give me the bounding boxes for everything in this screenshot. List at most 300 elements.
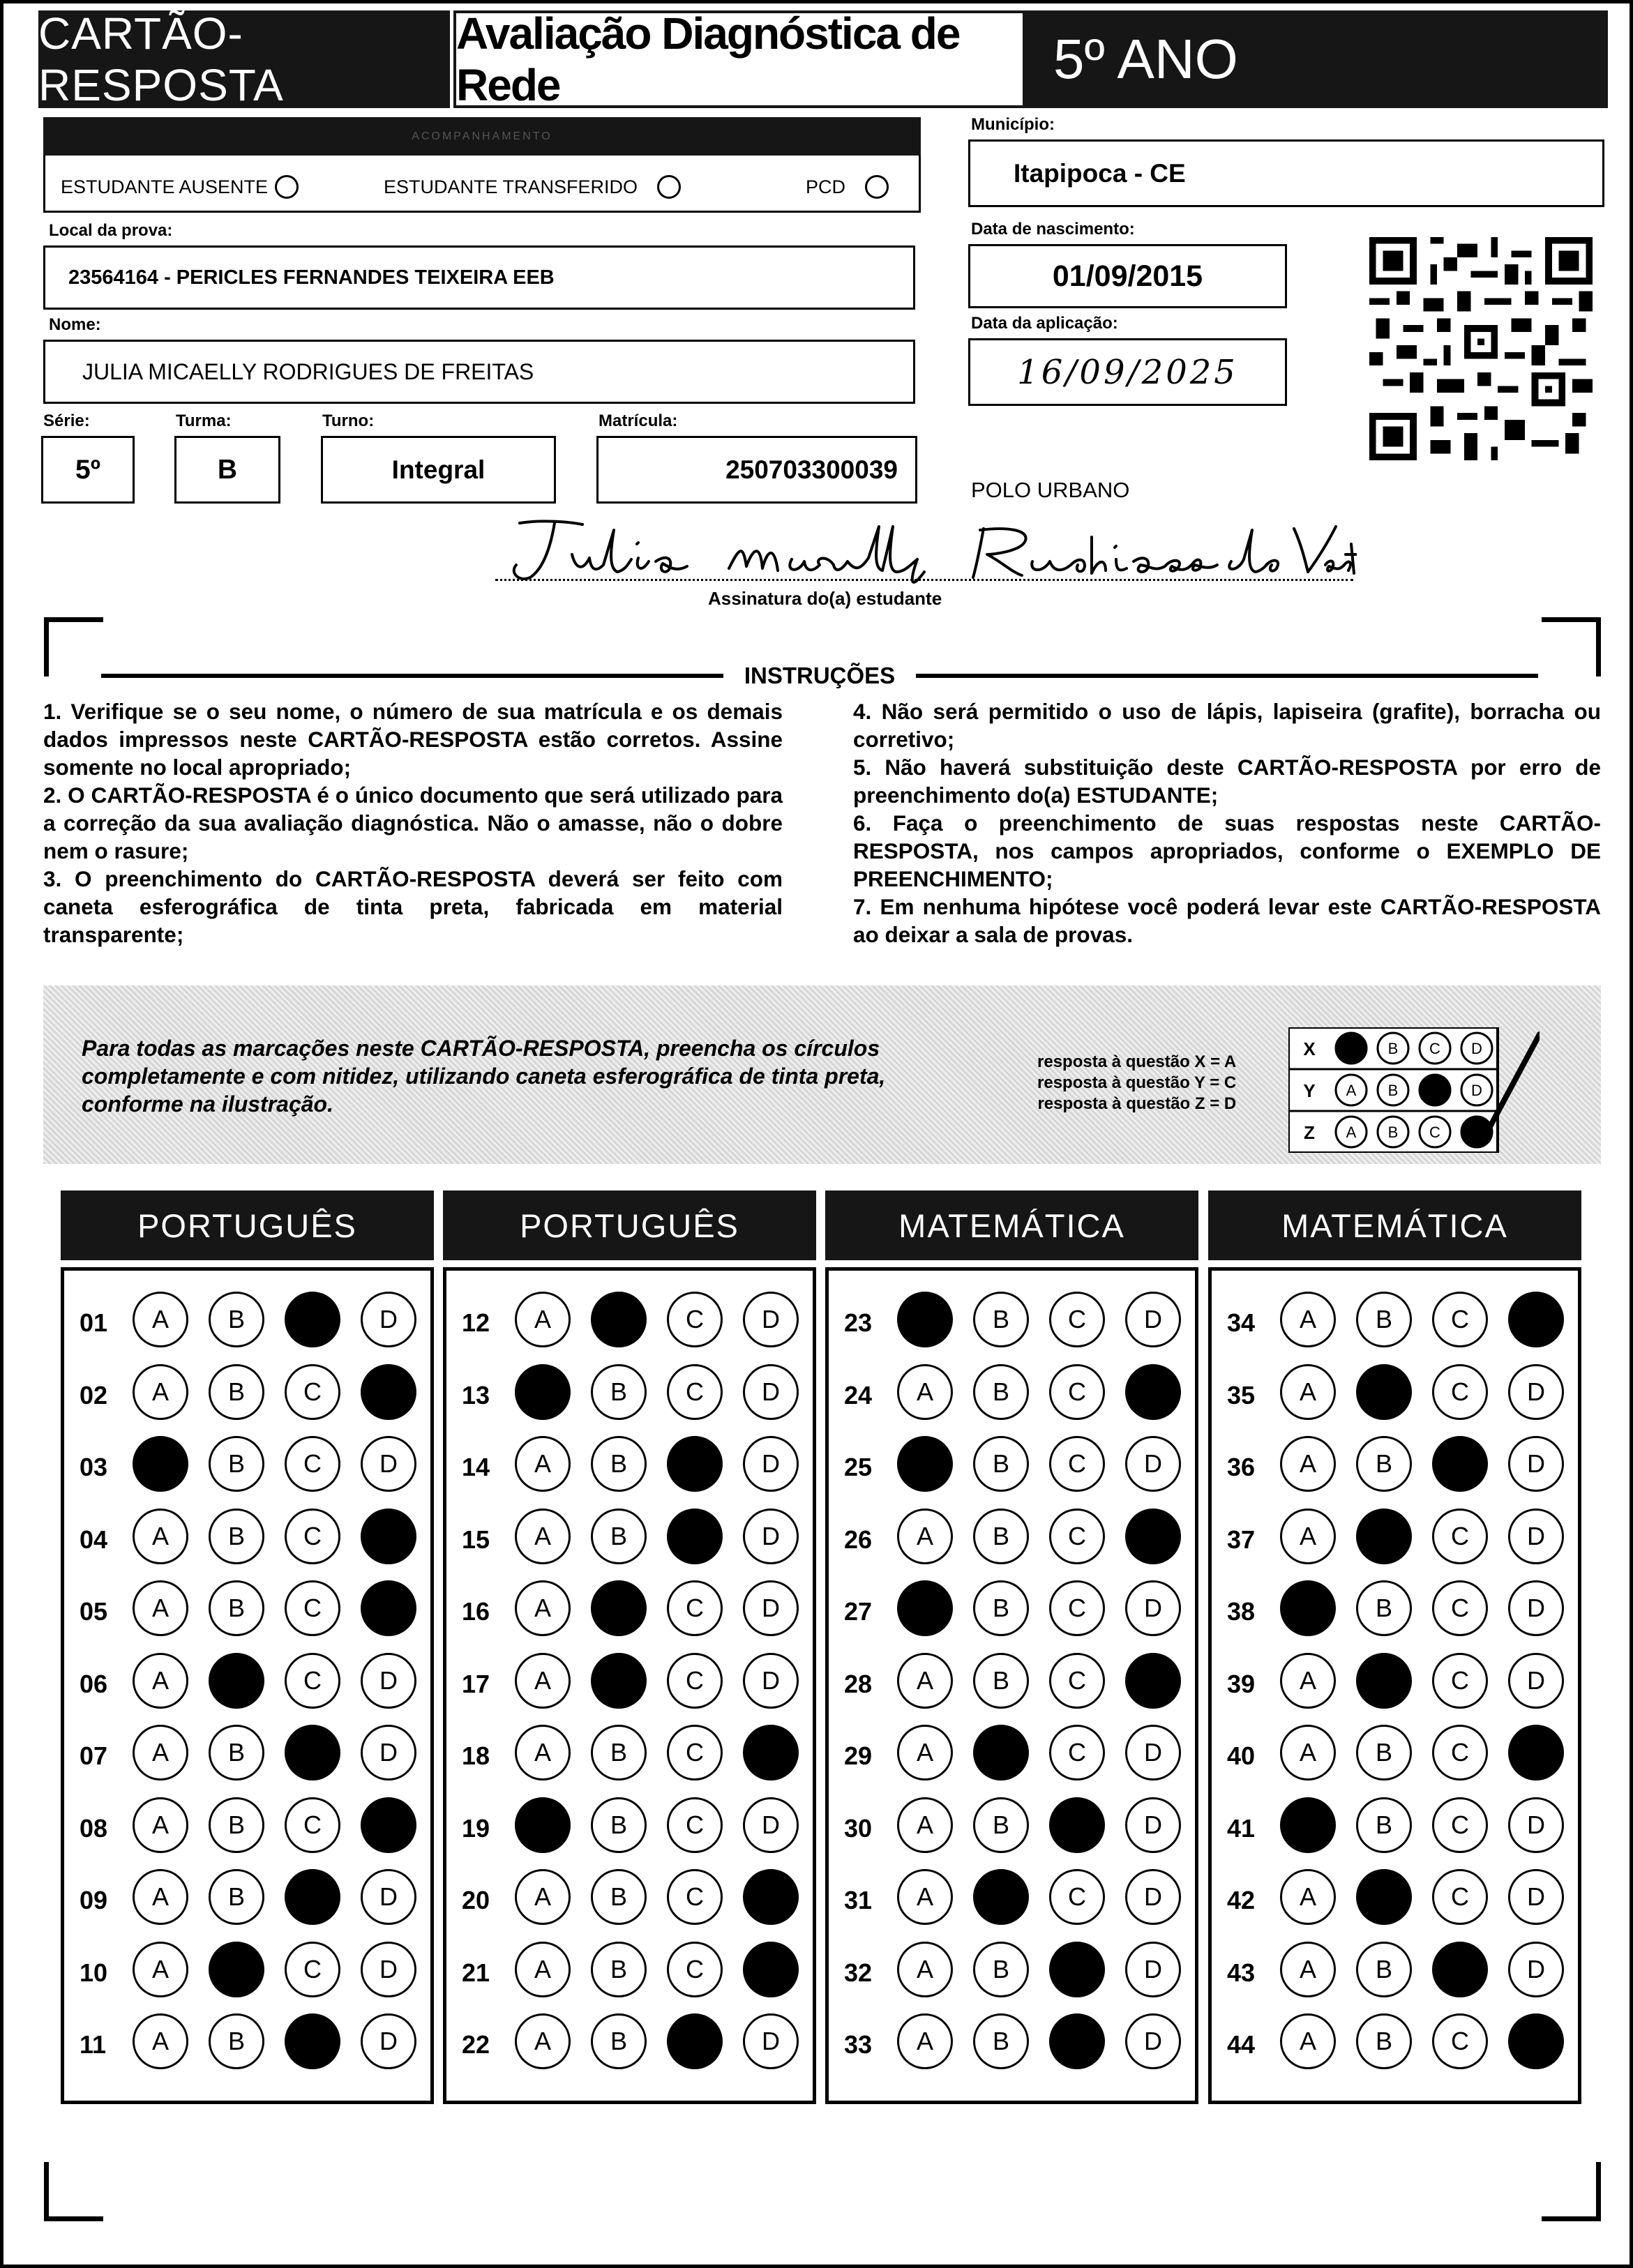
- card-label: CARTÃO-RESPOSTA: [38, 10, 450, 108]
- answer-bubble-c[interactable]: [667, 2013, 723, 2069]
- answer-bubble-a[interactable]: [515, 1364, 571, 1420]
- answer-bubble-b[interactable]: [1356, 1509, 1412, 1564]
- answer-bubble-a[interactable]: A: [133, 2013, 188, 2069]
- answer-bubble-b[interactable]: B: [209, 1869, 264, 1925]
- answer-bubble-b[interactable]: [973, 1869, 1029, 1925]
- question-number: 04: [80, 1525, 108, 1554]
- answer-bubble-d[interactable]: D: [361, 1869, 416, 1925]
- answer-bubble-b[interactable]: B: [1356, 1580, 1412, 1636]
- answer-bubble-b[interactable]: B: [209, 1436, 264, 1492]
- instructions-title: INSTRUÇÕES: [744, 663, 896, 688]
- status-absent-bubble[interactable]: [275, 175, 299, 199]
- answer-bubble-d[interactable]: D: [1508, 1797, 1564, 1853]
- answer-bubble-b[interactable]: [1356, 1364, 1412, 1420]
- answer-bubble-a[interactable]: A: [515, 1292, 571, 1347]
- answer-bubble-b[interactable]: B: [591, 1797, 647, 1853]
- answer-bubble-d[interactable]: D: [743, 2013, 799, 2069]
- answer-bubble-c[interactable]: C: [1432, 1364, 1488, 1420]
- answer-bubble-c[interactable]: C: [1432, 1653, 1488, 1709]
- answer-bubble-b[interactable]: B: [973, 1942, 1029, 1997]
- status-pcd-label: PCD: [806, 176, 846, 197]
- answer-bubble-c[interactable]: C: [1432, 1509, 1488, 1564]
- answer-bubble-d[interactable]: D: [361, 1653, 416, 1709]
- answer-bubble-c[interactable]: C: [285, 1653, 340, 1709]
- question-row: [829, 1942, 1195, 1997]
- fill-example-text: Para todas as marcações neste CARTÃO-RESPOSTA, preencha os círculos completamente e com nitidez, utilizando caneta esferográfica de tinta preta, conforme na ilustração.: [82, 1036, 886, 1117]
- answer-bubble-d[interactable]: D: [1125, 1436, 1181, 1492]
- answer-bubble-d[interactable]: D: [743, 1292, 799, 1347]
- answer-bubble-c[interactable]: [285, 1292, 340, 1347]
- question-row: [446, 1509, 813, 1564]
- question-row: [64, 2013, 430, 2069]
- question-row: [64, 1292, 430, 1347]
- question-number: 43: [1227, 1958, 1256, 1987]
- question-number: 42: [1227, 1886, 1256, 1914]
- answer-bubble-a[interactable]: A: [1280, 1509, 1336, 1564]
- application-date-label: Data da aplicação:: [971, 314, 1118, 333]
- answer-bubble-c[interactable]: [1432, 1942, 1488, 1997]
- question-row: [64, 1869, 430, 1925]
- question-row: [1212, 1364, 1578, 1420]
- corner-mark-tl: [44, 617, 103, 676]
- answer-bubble-a[interactable]: A: [133, 1509, 188, 1564]
- answer-bubble-a[interactable]: A: [1280, 1364, 1336, 1420]
- polo-label: POLO URBANO: [971, 478, 1130, 502]
- instructions-heading: [101, 663, 1538, 689]
- answer-bubble-a[interactable]: A: [1280, 1942, 1336, 1997]
- answer-bubble-b[interactable]: [209, 1942, 264, 1997]
- answer-bubble-d[interactable]: [361, 1364, 416, 1420]
- question-number: 41: [1227, 1813, 1256, 1843]
- answer-bubble-c[interactable]: C: [1432, 1580, 1488, 1636]
- answer-bubble-a[interactable]: A: [897, 1942, 953, 1997]
- turma-field: B: [174, 436, 280, 504]
- question-number: 21: [462, 1958, 490, 1987]
- question-row: [446, 2013, 813, 2069]
- answer-bubble-b[interactable]: B: [1356, 2013, 1412, 2069]
- answer-bubble-b[interactable]: B: [591, 1509, 647, 1564]
- question-row: [829, 1436, 1195, 1492]
- answer-bubble-b[interactable]: [1356, 1869, 1412, 1925]
- answer-bubble-d[interactable]: [743, 1869, 799, 1925]
- answer-bubble-b[interactable]: B: [209, 1580, 264, 1636]
- question-row: [1212, 1725, 1578, 1781]
- answer-bubble-b[interactable]: B: [1356, 1725, 1412, 1781]
- question-number: 31: [844, 1886, 873, 1914]
- question-number: 14: [462, 1453, 490, 1481]
- answer-bubble-b[interactable]: B: [591, 1942, 647, 1997]
- answer-bubble-b[interactable]: B: [1356, 1797, 1412, 1853]
- answer-bubble-a[interactable]: A: [897, 1869, 953, 1925]
- answer-bubble-a[interactable]: A: [133, 1580, 188, 1636]
- question-number: 27: [844, 1597, 873, 1626]
- question-row: [829, 1509, 1195, 1564]
- answer-bubble-b[interactable]: B: [591, 1436, 647, 1492]
- local-field: 23564164 - PERICLES FERNANDES TEIXEIRA EEB: [43, 245, 915, 310]
- instructions-left: [43, 697, 783, 948]
- question-number: 18: [462, 1741, 490, 1770]
- answer-bubble-c[interactable]: C: [1049, 1436, 1105, 1492]
- answer-bubble-a[interactable]: A: [515, 1725, 571, 1781]
- answer-bubble-c[interactable]: C: [1049, 1869, 1105, 1925]
- question-number: 25: [844, 1453, 873, 1481]
- answer-bubble-d[interactable]: [1508, 1292, 1564, 1347]
- fill-example-box: [43, 985, 1601, 1164]
- question-number: 11: [80, 2030, 107, 2059]
- local-label: Local da prova:: [49, 221, 173, 240]
- answer-bubble-a[interactable]: A: [897, 1725, 953, 1781]
- answer-bubble-c[interactable]: [285, 2013, 340, 2069]
- answer-bubble-b[interactable]: [973, 1725, 1029, 1781]
- answer-bubble-a[interactable]: A: [133, 1869, 188, 1925]
- answer-bubble-a[interactable]: A: [1280, 1436, 1336, 1492]
- status-pcd-bubble[interactable]: [865, 175, 889, 199]
- answer-bubble-b[interactable]: B: [1356, 1942, 1412, 1997]
- question-number: 05: [80, 1597, 108, 1626]
- answer-bubble-c[interactable]: C: [1049, 1653, 1105, 1709]
- student-signature: [492, 516, 1357, 586]
- question-number: 40: [1227, 1741, 1256, 1770]
- answer-bubble-d[interactable]: [361, 1509, 416, 1564]
- answer-panel: [825, 1267, 1198, 2104]
- question-row: [64, 1942, 430, 1997]
- municipio-label: Município:: [971, 115, 1055, 134]
- answer-bubble-d[interactable]: D: [1125, 1797, 1181, 1853]
- status-transferred-bubble[interactable]: [657, 175, 681, 199]
- answer-bubble-d[interactable]: [1125, 1509, 1181, 1564]
- question-row: [446, 1942, 813, 1997]
- answer-bubble-d[interactable]: D: [743, 1653, 799, 1709]
- answer-bubble-d[interactable]: D: [1125, 1869, 1181, 1925]
- answer-bubble-d[interactable]: D: [1125, 1725, 1181, 1781]
- answer-bubble-a[interactable]: A: [1280, 2013, 1336, 2069]
- section-header: PORTUGUÊS: [61, 1190, 434, 1260]
- question-number: 16: [462, 1597, 490, 1626]
- answer-bubble-c[interactable]: [1049, 1797, 1105, 1853]
- answer-bubble-b[interactable]: B: [591, 1725, 647, 1781]
- answer-bubble-a[interactable]: A: [133, 1797, 188, 1853]
- answer-bubble-b[interactable]: B: [209, 1797, 264, 1853]
- answer-bubble-c[interactable]: C: [1432, 1797, 1488, 1853]
- answer-bubble-a[interactable]: A: [515, 1509, 571, 1564]
- answer-bubble-c[interactable]: C: [285, 1436, 340, 1492]
- fill-example-bubble-letter: D: [1471, 1082, 1482, 1099]
- answer-bubble-b[interactable]: [591, 1580, 647, 1636]
- question-number: 28: [844, 1669, 873, 1698]
- question-row: [1212, 1869, 1578, 1925]
- answer-bubble-b[interactable]: [591, 1653, 647, 1709]
- answer-bubble-a[interactable]: A: [515, 1942, 571, 1997]
- answer-bubble-c[interactable]: C: [1432, 2013, 1488, 2069]
- fill-example-legend-item: resposta à questão Y = C: [1037, 1073, 1237, 1092]
- answer-bubble-c[interactable]: C: [1049, 1292, 1105, 1347]
- answer-bubble-c[interactable]: C: [285, 1942, 340, 1997]
- question-number: 36: [1227, 1453, 1256, 1481]
- fill-example-bubble-letter: C: [1429, 1040, 1440, 1057]
- answer-bubble-a[interactable]: A: [133, 1653, 188, 1709]
- question-number: 07: [80, 1741, 108, 1770]
- answer-bubble-c[interactable]: C: [667, 1580, 723, 1636]
- answer-bubble-a[interactable]: A: [515, 1653, 571, 1709]
- question-number: 38: [1227, 1597, 1256, 1626]
- answer-bubble-d[interactable]: D: [361, 1436, 416, 1492]
- answer-bubble-d[interactable]: D: [1508, 1580, 1564, 1636]
- question-number: 34: [1227, 1308, 1256, 1337]
- answer-bubble-d[interactable]: D: [1125, 2013, 1181, 2069]
- answer-bubble-c[interactable]: C: [667, 1725, 723, 1781]
- signature-line: [495, 579, 1353, 581]
- answer-bubble-a[interactable]: [897, 1436, 953, 1492]
- question-row: [1212, 1509, 1578, 1564]
- answer-bubble-d[interactable]: [361, 1580, 416, 1636]
- answer-bubble-a[interactable]: A: [133, 1942, 188, 1997]
- qr-code: [1369, 237, 1593, 460]
- answer-bubble-a[interactable]: A: [1280, 1869, 1336, 1925]
- answer-bubble-b[interactable]: [1356, 1653, 1412, 1709]
- answer-bubble-b[interactable]: B: [209, 1292, 264, 1347]
- question-row: [1212, 1292, 1578, 1347]
- status-box: [43, 156, 921, 213]
- question-row: [64, 1725, 430, 1781]
- answer-bubble-d[interactable]: D: [361, 1725, 416, 1781]
- answer-bubble-c[interactable]: C: [285, 1509, 340, 1564]
- fill-example-legend-item: resposta à questão X = A: [1037, 1052, 1237, 1071]
- fill-example-legend-item: resposta à questão Z = D: [1037, 1094, 1237, 1113]
- question-row: [64, 1364, 430, 1420]
- answer-bubble-b[interactable]: B: [973, 1436, 1029, 1492]
- question-row: [829, 1364, 1195, 1420]
- answer-bubble-a[interactable]: A: [897, 1653, 953, 1709]
- answer-bubble-c[interactable]: C: [285, 1797, 340, 1853]
- answer-bubble-a[interactable]: [897, 1292, 953, 1347]
- serie-field: 5º: [41, 436, 135, 504]
- answer-bubble-a[interactable]: [133, 1436, 188, 1492]
- question-row: [1212, 2013, 1578, 2069]
- question-number: 37: [1227, 1525, 1256, 1554]
- question-number: 32: [844, 1958, 873, 1987]
- answer-panel: [61, 1267, 434, 2104]
- answer-bubble-c[interactable]: C: [1049, 1364, 1105, 1420]
- answer-bubble-a[interactable]: A: [1280, 1653, 1336, 1709]
- answer-bubble-c[interactable]: C: [285, 1580, 340, 1636]
- question-row: [64, 1436, 430, 1492]
- answer-bubble-d[interactable]: D: [1508, 1653, 1564, 1709]
- answer-bubble-d[interactable]: D: [1508, 1869, 1564, 1925]
- answer-bubble-a[interactable]: A: [1280, 1292, 1336, 1347]
- answer-bubble-c[interactable]: [1049, 1942, 1105, 1997]
- answer-bubble-b[interactable]: B: [973, 1509, 1029, 1564]
- section-header: MATEMÁTICA: [825, 1190, 1198, 1260]
- fill-example-bubble: [1336, 1033, 1367, 1064]
- question-number: 24: [844, 1380, 873, 1409]
- corner-mark-br: [1542, 2162, 1601, 2221]
- answer-bubble-c[interactable]: C: [667, 1942, 723, 1997]
- answer-bubble-d[interactable]: [1125, 1653, 1181, 1709]
- fill-example-bubble-letter: B: [1387, 1124, 1399, 1141]
- answer-bubble-b[interactable]: B: [591, 2013, 647, 2069]
- question-row: [829, 1580, 1195, 1636]
- status-absent[interactable]: [61, 175, 299, 199]
- fill-example-row-label: Z: [1304, 1122, 1315, 1143]
- question-row: [446, 1725, 813, 1781]
- answer-bubble-d[interactable]: [1508, 1725, 1564, 1781]
- answer-bubble-c[interactable]: [667, 1436, 723, 1492]
- answer-bubble-c[interactable]: [667, 1509, 723, 1564]
- question-row: [829, 2013, 1195, 2069]
- question-row: [1212, 1653, 1578, 1709]
- section-header: PORTUGUÊS: [443, 1190, 816, 1260]
- answer-bubble-d[interactable]: D: [361, 1942, 416, 1997]
- answer-bubble-d[interactable]: D: [1508, 1509, 1564, 1564]
- answer-bubble-d[interactable]: D: [1508, 1942, 1564, 1997]
- answer-bubble-b[interactable]: B: [209, 1725, 264, 1781]
- question-number: 29: [844, 1741, 873, 1770]
- answer-bubble-b[interactable]: B: [973, 1653, 1029, 1709]
- answer-bubble-c[interactable]: C: [1432, 1869, 1488, 1925]
- answer-bubble-c[interactable]: [1432, 1436, 1488, 1492]
- answer-bubble-b[interactable]: B: [973, 1292, 1029, 1347]
- question-number: 06: [80, 1669, 108, 1698]
- exam-title: Avaliação Diagnóstica de Rede: [453, 10, 1025, 108]
- answer-bubble-d[interactable]: D: [1125, 1580, 1181, 1636]
- grade-label: 5º ANO: [1025, 10, 1608, 108]
- question-number: 39: [1227, 1669, 1256, 1698]
- answer-bubble-c[interactable]: C: [1432, 1292, 1488, 1347]
- question-number: 01: [80, 1308, 108, 1337]
- answer-bubble-d[interactable]: [743, 1725, 799, 1781]
- status-transferred[interactable]: [384, 175, 681, 199]
- question-number: 13: [462, 1380, 490, 1409]
- answer-bubble-a[interactable]: A: [515, 2013, 571, 2069]
- answer-bubble-b[interactable]: B: [209, 1364, 264, 1420]
- answer-bubble-a[interactable]: A: [515, 1580, 571, 1636]
- answer-bubble-d[interactable]: [1508, 2013, 1564, 2069]
- question-row: [446, 1436, 813, 1492]
- answer-bubble-b[interactable]: [209, 1653, 264, 1709]
- answer-bubble-b[interactable]: B: [1356, 1292, 1412, 1347]
- answer-bubble-d[interactable]: D: [1508, 1436, 1564, 1492]
- question-number: 19: [462, 1813, 490, 1843]
- answer-bubble-b[interactable]: [591, 1292, 647, 1347]
- answer-bubble-d[interactable]: D: [743, 1580, 799, 1636]
- question-number: 23: [844, 1308, 873, 1337]
- answer-bubble-d[interactable]: [361, 1797, 416, 1853]
- answer-bubble-a[interactable]: A: [897, 2013, 953, 2069]
- question-row: [64, 1509, 430, 1564]
- answer-bubble-a[interactable]: A: [133, 1292, 188, 1347]
- answer-bubble-b[interactable]: B: [209, 2013, 264, 2069]
- answer-bubble-a[interactable]: [1280, 1797, 1336, 1853]
- status-pcd[interactable]: [806, 175, 889, 199]
- answer-bubble-c[interactable]: C: [667, 1364, 723, 1420]
- instruction-item: 1. Verifique se o seu nome, o número de sua matrícula e os demais dados impressos neste CARTÃO-RESPOSTA estão corretos. Assine somente no local apropriado;: [43, 699, 783, 780]
- answer-bubble-c[interactable]: C: [285, 1364, 340, 1420]
- answer-bubble-a[interactable]: A: [133, 1725, 188, 1781]
- answer-bubble-b[interactable]: B: [1356, 1436, 1412, 1492]
- status-transferred-label: ESTUDANTE TRANSFERIDO: [384, 176, 638, 197]
- turno-label: Turno:: [322, 411, 375, 430]
- answer-bubble-d[interactable]: [743, 1942, 799, 1997]
- fill-example-bubble-letter: A: [1346, 1124, 1357, 1141]
- answer-bubble-c[interactable]: [1049, 2013, 1105, 2069]
- answer-bubble-a[interactable]: A: [1280, 1725, 1336, 1781]
- answer-bubble-a[interactable]: A: [515, 1869, 571, 1925]
- question-number: 02: [80, 1380, 108, 1409]
- answer-bubble-c[interactable]: C: [1049, 1509, 1105, 1564]
- answer-bubble-d[interactable]: D: [743, 1797, 799, 1853]
- answer-bubble-b[interactable]: B: [973, 1364, 1029, 1420]
- answer-bubble-d[interactable]: [1125, 1364, 1181, 1420]
- question-row: [446, 1653, 813, 1709]
- fill-example-bubble: [1420, 1075, 1450, 1105]
- answer-bubble-c[interactable]: C: [1432, 1725, 1488, 1781]
- answer-bubble-a[interactable]: [515, 1797, 571, 1853]
- fill-example-row-label: Y: [1303, 1080, 1316, 1101]
- answer-bubble-a[interactable]: [1280, 1580, 1336, 1636]
- answer-bubble-b[interactable]: B: [973, 1580, 1029, 1636]
- answer-bubble-d[interactable]: D: [743, 1436, 799, 1492]
- answer-bubble-d[interactable]: D: [743, 1364, 799, 1420]
- answer-bubble-b[interactable]: B: [209, 1509, 264, 1564]
- answer-bubble-a[interactable]: A: [897, 1797, 953, 1853]
- answer-bubble-c[interactable]: C: [1049, 1725, 1105, 1781]
- question-number: 20: [462, 1886, 490, 1914]
- fill-example-row-label: X: [1303, 1038, 1316, 1059]
- answer-bubble-b[interactable]: B: [973, 1797, 1029, 1853]
- answer-bubble-c[interactable]: C: [667, 1797, 723, 1853]
- question-row: [829, 1797, 1195, 1853]
- answer-bubble-c[interactable]: C: [667, 1653, 723, 1709]
- question-row: [64, 1580, 430, 1636]
- answer-bubble-a[interactable]: [897, 1580, 953, 1636]
- answer-bubble-b[interactable]: B: [591, 1364, 647, 1420]
- turno-field: Integral: [321, 436, 556, 504]
- answer-bubble-c[interactable]: [285, 1869, 340, 1925]
- question-number: 10: [80, 1958, 108, 1987]
- question-number: 08: [80, 1813, 108, 1843]
- question-number: 22: [462, 2030, 490, 2059]
- matricula-field: 250703300039: [596, 436, 917, 504]
- question-number: 44: [1227, 2030, 1256, 2059]
- answer-bubble-a[interactable]: A: [897, 1364, 953, 1420]
- answer-bubble-a[interactable]: A: [897, 1509, 953, 1564]
- answer-bubble-d[interactable]: D: [361, 2013, 416, 2069]
- instruction-item: 6. Faça o preenchimento de suas respostas neste CARTÃO-RESPOSTA, nos campos apropriados, conforme o EXEMPLO DE PREENCHIMENTO;: [853, 810, 1601, 891]
- instruction-item: 3. O preenchimento do CARTÃO-RESPOSTA deverá ser feito com caneta esferográfica de tinta preta, fabricada em material transparente;: [43, 866, 783, 947]
- question-number: 09: [80, 1886, 108, 1914]
- answer-bubble-a[interactable]: A: [133, 1364, 188, 1420]
- answer-bubble-d[interactable]: D: [743, 1509, 799, 1564]
- answer-bubble-b[interactable]: B: [973, 2013, 1029, 2069]
- answer-bubble-c[interactable]: C: [667, 1292, 723, 1347]
- status-strip: ACOMPANHAMENTO: [43, 117, 921, 156]
- question-number: 35: [1227, 1380, 1256, 1409]
- question-row: [446, 1869, 813, 1925]
- answer-bubble-c[interactable]: C: [1049, 1580, 1105, 1636]
- answer-bubble-d[interactable]: D: [1508, 1364, 1564, 1420]
- answer-bubble-c[interactable]: C: [667, 1869, 723, 1925]
- answer-bubble-b[interactable]: B: [591, 1869, 647, 1925]
- answer-bubble-d[interactable]: D: [361, 1292, 416, 1347]
- answer-bubble-a[interactable]: A: [515, 1436, 571, 1492]
- answer-bubble-c[interactable]: [285, 1725, 340, 1781]
- answer-bubble-d[interactable]: D: [1125, 1942, 1181, 1997]
- matricula-label: Matrícula:: [599, 411, 678, 430]
- question-row: [829, 1292, 1195, 1347]
- instruction-item: 7. Em nenhuma hipótese você poderá levar este CARTÃO-RESPOSTA ao deixar a sala de provas.: [853, 894, 1601, 947]
- answer-bubble-d[interactable]: D: [1125, 1292, 1181, 1347]
- turma-label: Turma:: [176, 411, 232, 430]
